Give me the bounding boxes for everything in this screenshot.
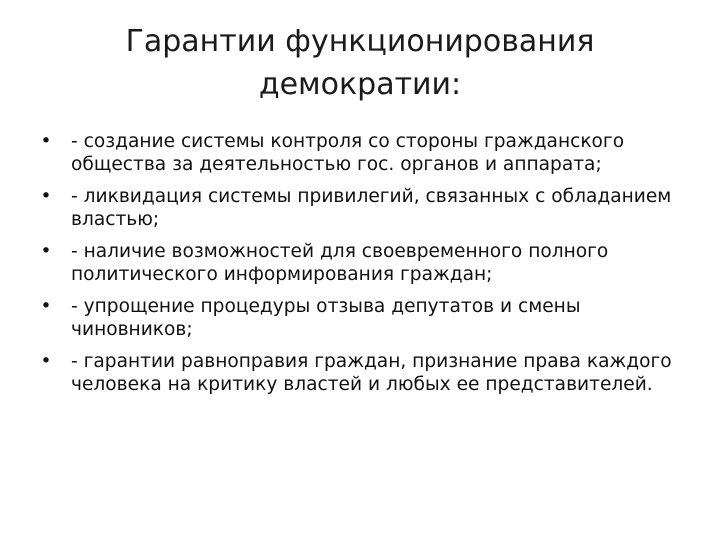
list-item-text: - упрощение процедуры отзыва депутатов и смены чиновников; bbox=[71, 296, 581, 340]
title-line-2: демократии: bbox=[258, 67, 462, 102]
list-item-text: - создание системы контроля со стороны гражданского общества за деятельностью гос. органов и аппарата; bbox=[71, 131, 625, 175]
title-line-1: Гарантии функционирования bbox=[125, 24, 595, 59]
list-item bbox=[38, 350, 678, 396]
bullet-icon: • bbox=[40, 131, 52, 152]
bullet-icon: • bbox=[40, 351, 52, 372]
slide-title bbox=[40, 20, 680, 106]
list-item-text: - наличие возможностей для своевременного полного политического информирования граждан; bbox=[71, 241, 609, 285]
bullet-icon: • bbox=[40, 241, 52, 262]
list-item bbox=[38, 295, 678, 341]
bullet-icon: • bbox=[40, 296, 52, 317]
list-item-text: - ликвидация системы привилегий, связанных с обладанием властью; bbox=[71, 186, 672, 230]
bullet-list bbox=[38, 130, 678, 405]
list-item bbox=[38, 130, 678, 176]
bullet-icon: • bbox=[40, 186, 52, 207]
list-item-text: - гарантии равноправия граждан, признание права каждого человека на критику властей и любых ее представителей. bbox=[71, 351, 672, 395]
list-item bbox=[38, 185, 678, 231]
list-item bbox=[38, 240, 678, 286]
